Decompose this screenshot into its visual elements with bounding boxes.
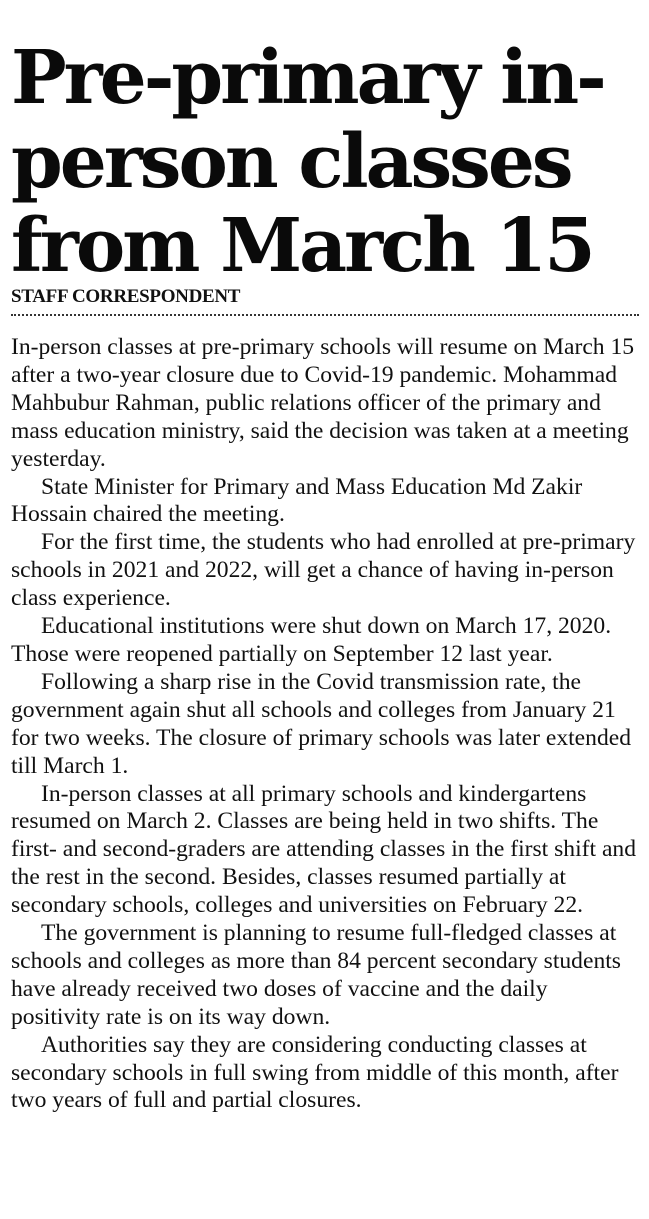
paragraph: In-person classes at pre-primary schools will resume on March 15 after a two-year closure due to Covid-19 pandemic. Mohammad Mahbubur Rahman, public relations officer of the primary and mass education ministry, said the decision was taken at a meeting yesterday.	[11, 334, 635, 472]
headline-line-1: Pre-primary in-	[11, 35, 604, 121]
article-body	[11, 334, 639, 1115]
paragraph: For the first time, the students who had enrolled at pre-primary schools in 2021 and 2022, will get a chance of having in-person class experience.	[11, 529, 636, 612]
byline: STAFF CORRESPONDENT	[11, 286, 639, 316]
headline-line-2: person classes	[11, 119, 571, 205]
headline	[11, 36, 639, 288]
paragraph: Authorities say they are considering conducting classes at secondary schools in full swing from middle of this month, after two years of full and partial closures.	[11, 1031, 619, 1114]
paragraph: State Minister for Primary and Mass Education Md Zakir Hossain chaired the meeting.	[11, 473, 583, 528]
paragraph: Educational institutions were shut down on March 17, 2020. Those were reopened partially on September 12 last year.	[11, 613, 612, 667]
news-article	[11, 36, 639, 1115]
paragraph: In-person classes at all primary schools and kindergartens resumed on March 2. Classes are being held in two shifts. The first- and second-graders are attending classes in the first shift and the rest in the second. Besides, classes resumed partially at secondary schools, colleges and universities on February 22.	[11, 780, 637, 919]
paragraph: Following a sharp rise in the Covid transmission rate, the government again shut all schools and colleges from January 21 for two weeks. The closure of primary schools was later extended till March 1.	[11, 668, 632, 779]
headline-line-3: from March 15	[11, 203, 593, 289]
paragraph: The government is planning to resume full-fledged classes at schools and colleges as more than 84 percent secondary students have already received two doses of vaccine and the daily positivity rate is on its way down.	[11, 920, 621, 1030]
